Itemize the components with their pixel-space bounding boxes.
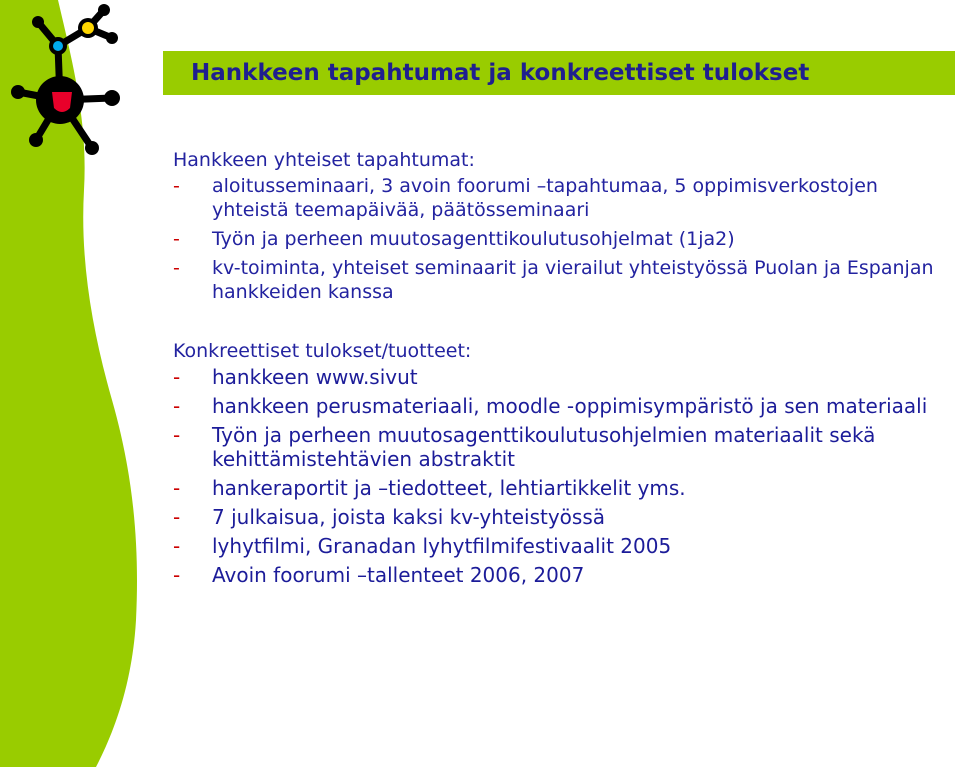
list-item: - 7 julkaisua, joista kaksi kv-yhteistyössä [173, 505, 953, 529]
page-title: Hankkeen tapahtumat ja konkreettiset tulokset [191, 60, 810, 86]
slide-content [173, 146, 953, 592]
events-list [173, 174, 953, 304]
results-section [173, 337, 953, 587]
list-item: - Työn ja perheen muutosagenttikoulutusohjelmien materiaalit sekä kehittämistehtävien abstraktit [173, 423, 953, 471]
list-item: - hankeraportit ja –tiedotteet, lehtiartikkelit yms. [173, 476, 953, 500]
list-item: - Työn ja perheen muutosagenttikoulutusohjelmat (1ja2) [173, 227, 953, 251]
list-item: - hankkeen www.sivut [173, 365, 953, 389]
list-item: - hankkeen perusmateriaali, moodle -oppimisympäristö ja sen materiaali [173, 394, 953, 418]
list-item: - aloitusseminaari, 3 avoin foorumi –tapahtumaa, 5 oppimisverkostojen yhteistä teemapäivää, päätösseminaari [173, 174, 953, 222]
list-item: - Avoin foorumi –tallenteet 2006, 2007 [173, 563, 953, 587]
results-heading: Konkreettiset tulokset/tuotteet: [173, 340, 472, 362]
star-figure-logo-icon [0, 0, 140, 160]
events-heading: Hankkeen yhteiset tapahtumat: [173, 149, 475, 171]
list-item: - kv-toiminta, yhteiset seminaarit ja vierailut yhteistyössä Puolan ja Espanjan hankkeiden kanssa [173, 256, 953, 304]
results-list [173, 365, 953, 587]
events-section [173, 146, 953, 304]
title-bar [163, 51, 955, 95]
list-item: - lyhytfilmi, Granadan lyhytfilmifestivaalit 2005 [173, 534, 953, 558]
